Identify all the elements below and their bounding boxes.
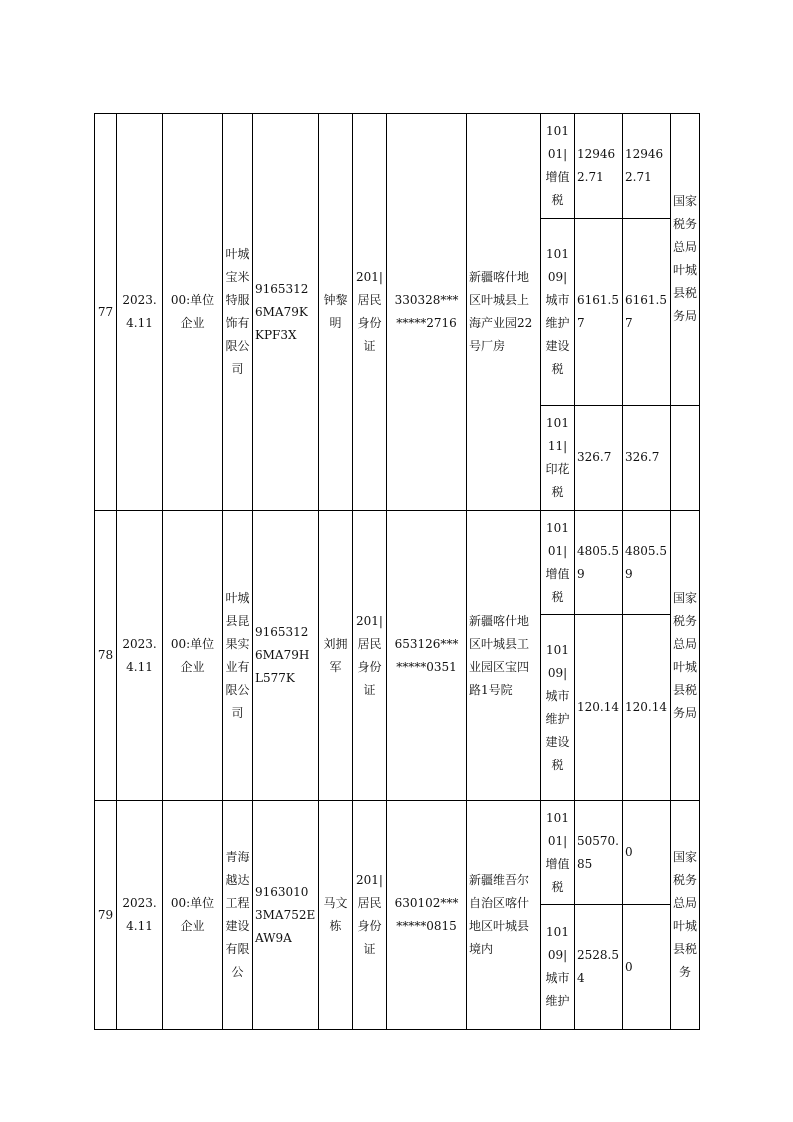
amount-cell: 129462.71 [623,114,671,219]
tax-item-cell: 10111|印花税 [541,405,575,510]
seq-cell: 78 [95,511,117,801]
amount-cell: 50570.85 [575,801,623,905]
table-row [95,801,700,905]
taxpayer-type-cell: 00:单位企业 [163,114,223,511]
id-number-cell: 653126*** *****0351 [387,511,467,801]
amount-cell: 2528.54 [575,905,623,1030]
legal-person-cell: 钟黎明 [319,114,353,511]
amount-cell: 4805.59 [623,511,671,615]
company-cell: 青海越达工程建设有限公 [223,801,253,1030]
amount-cell: 120.14 [575,615,623,801]
legal-person-cell: 马文栋 [319,801,353,1030]
credit-code-cell: 91653126MA79HL577K [253,511,319,801]
amount-cell: 6161.57 [623,219,671,405]
id-type-cell: 201|居民身份证 [353,801,387,1030]
id-number-cell: 630102*** *****0815 [387,801,467,1030]
seq-cell: 77 [95,114,117,511]
authority-cell: 国家税务总局叶城县税务局 [671,114,700,406]
table-row [95,114,700,219]
address-cell: 新疆喀什地区叶城县上海产业园22号厂房 [467,114,541,511]
tax-item-cell: 10101|增值税 [541,511,575,615]
taxpayer-type-cell: 00:单位企业 [163,801,223,1030]
legal-person-cell: 刘拥军 [319,511,353,801]
amount-cell: 0 [623,801,671,905]
credit-code-cell: 91630103MA752EAW9A [253,801,319,1030]
tax-item-cell: 10109|城市维护建设税 [541,219,575,405]
authority-cell: 国家税务总局叶城县税务 [671,801,700,1030]
tax-item-cell: 10101|增值税 [541,114,575,219]
amount-cell: 0 [623,905,671,1030]
tax-item-cell: 10109|城市维护建设税 [541,615,575,801]
date-cell: 2023.4.11 [117,801,163,1030]
amount-cell: 4805.59 [575,511,623,615]
credit-code-cell: 91653126MA79KKPF3X [253,114,319,511]
address-cell: 新疆喀什地区叶城县工业园区宝四路1号院 [467,511,541,801]
address-cell: 新疆维吾尔自治区喀什地区叶城县境内 [467,801,541,1030]
company-cell: 叶城县昆果实业有限公司 [223,511,253,801]
tax-ledger-table [94,113,700,1030]
amount-cell: 326.7 [623,405,671,510]
authority-cell: 国家税务总局叶城县税务局 [671,511,700,801]
authority-blank-cell [671,405,700,510]
amount-cell: 120.14 [623,615,671,801]
taxpayer-type-cell: 00:单位企业 [163,511,223,801]
amount-cell: 326.7 [575,405,623,510]
date-cell: 2023.4.11 [117,511,163,801]
seq-cell: 79 [95,801,117,1030]
date-cell: 2023.4.11 [117,114,163,511]
tax-item-cell: 10101|增值税 [541,801,575,905]
id-type-cell: 201|居民身份证 [353,511,387,801]
amount-cell: 6161.57 [575,219,623,405]
tax-item-cell: 10109|城市维护 [541,905,575,1030]
table-row [95,511,700,615]
amount-cell: 129462.71 [575,114,623,219]
id-type-cell: 201|居民身份证 [353,114,387,511]
id-number-cell: 330328*** *****2716 [387,114,467,511]
company-cell: 叶城宝米特服饰有限公司 [223,114,253,511]
